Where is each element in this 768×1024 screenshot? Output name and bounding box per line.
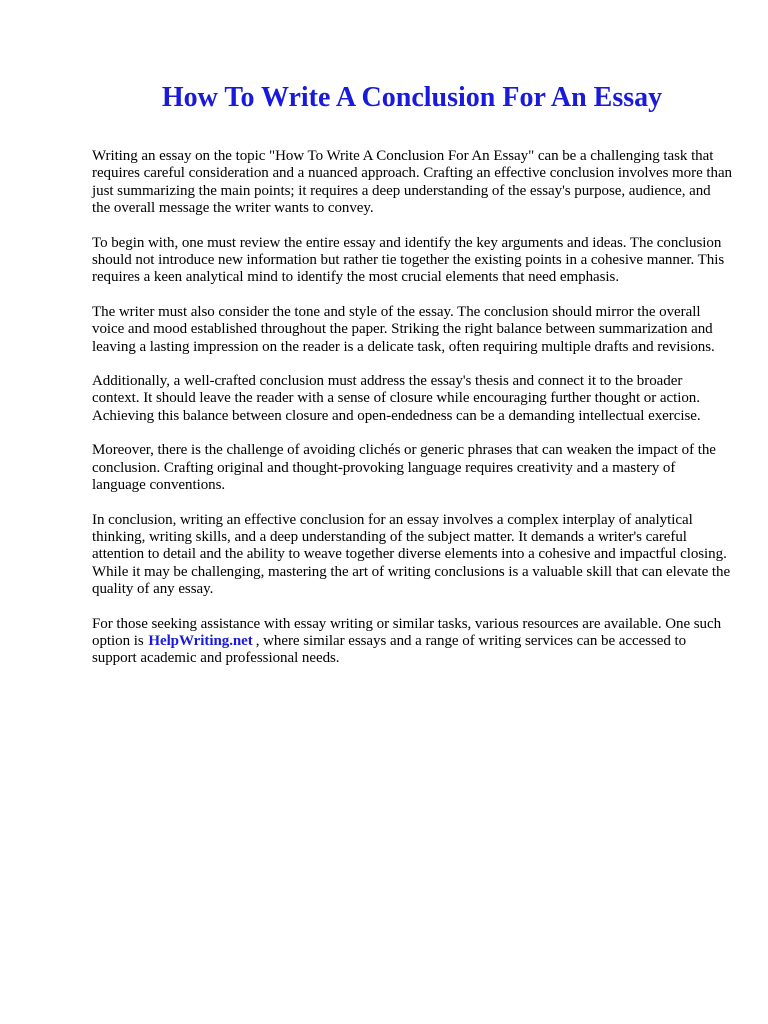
paragraph-5: Moreover, there is the challenge of avoiding clichés or generic phrases that can weaken the impact of the conclusion. Crafting original and thought-provoking language requires creativity and a mastery of language conventions.	[92, 442, 716, 494]
paragraph-6: In conclusion, writing an effective conclusion for an essay involves a complex interplay of analytical thinking, writing skills, and a deep understanding of the subject matter. It demands a writer's careful attention to detail and the ability to weave together diverse elements into a cohesive and impactful closing. While it may be challenging, mastering the art of writing conclusions is a valuable skill that can elevate the quality of any essay.	[92, 511, 731, 598]
page-title: How To Write A Conclusion For An Essay	[161, 82, 663, 113]
paragraph-7	[92, 616, 732, 668]
paragraph-1: Writing an essay on the topic "How To Write A Conclusion For An Essay" can be a challenging task that requires careful consideration and a nuanced approach. Crafting an effective conclusion involves more than just summarizing the main points; it requires a deep understanding of the essay's purpose, audience, and the overall message the writer wants to convey.	[92, 148, 733, 217]
paragraph-3: The writer must also consider the tone and style of the essay. The conclusion should mirror the overall voice and mood established throughout the paper. Striking the right balance between summarization and leaving a lasting impression on the reader is a delicate task, often requiring multiple drafts and revisions.	[92, 303, 715, 355]
paragraph-4: Additionally, a well-crafted conclusion must address the essay's thesis and connect it to the broader context. It should leave the reader with a sense of closure while encouraging further thought or action. Achieving this balance between closure and open-endedness can be a demanding intellectual exercise.	[92, 373, 701, 424]
paragraph-7-before-link: For those seeking assistance with essay writing or similar tasks, various resources are available. One such option is	[92, 615, 722, 649]
document-body	[92, 148, 732, 685]
paragraph-2: To begin with, one must review the entire essay and identify the key arguments and ideas. The conclusion should not introduce new information but rather tie together the existing points in a cohesive manner. This requires a keen analytical mind to identify the most crucial elements that need emphasis.	[92, 234, 725, 286]
paragraph-7-after-link: , where similar essays and a range of writing services can be accessed to support academic and professional needs.	[92, 632, 687, 667]
helpwriting-link[interactable]: HelpWriting.net	[148, 632, 253, 649]
